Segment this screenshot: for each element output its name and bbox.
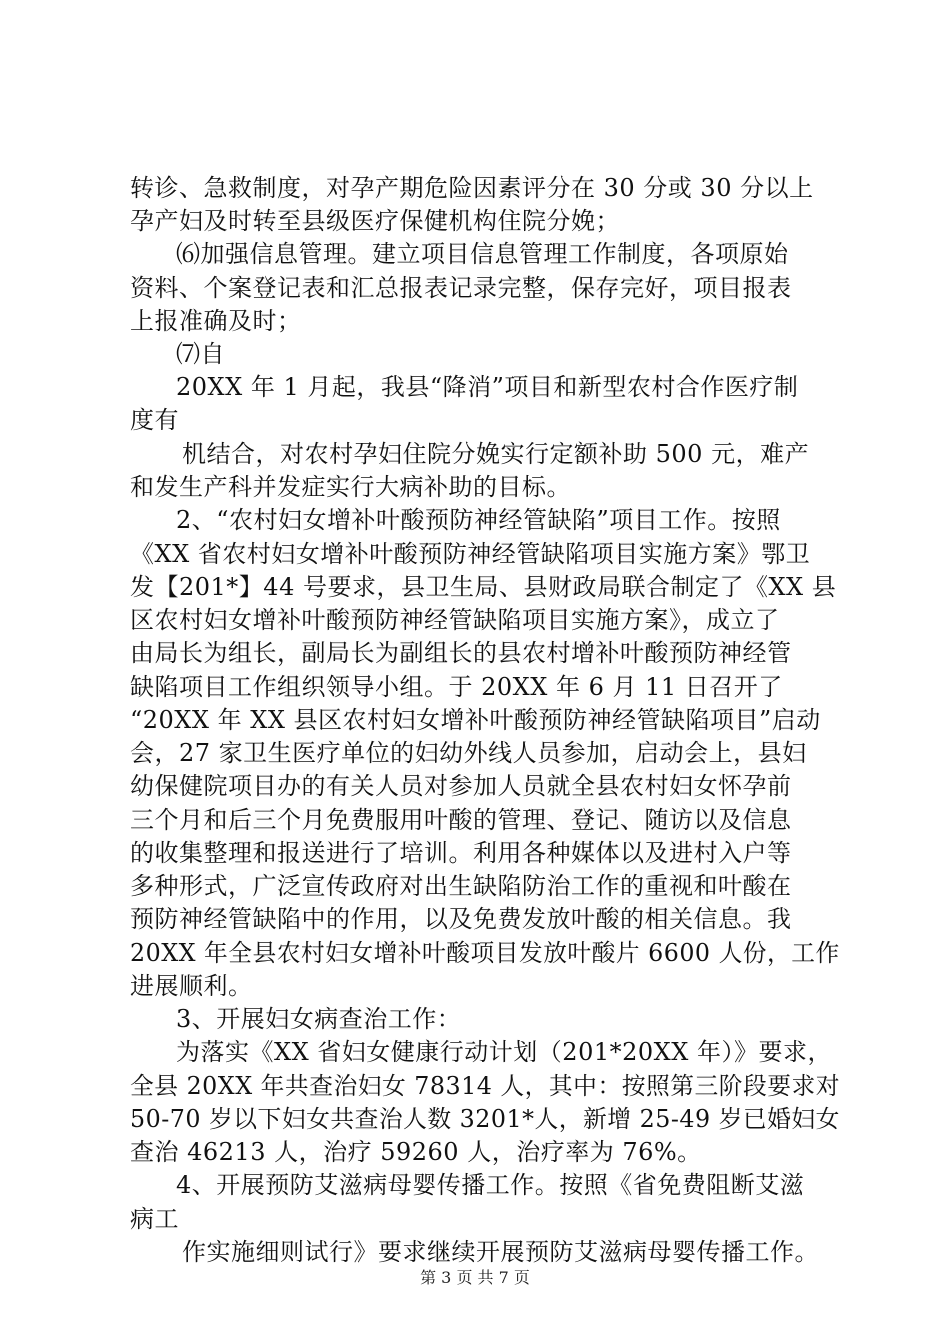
text-line: 作实施细则试行》要求继续开展预防艾滋病母婴传播工作。: [182, 1238, 819, 1266]
text-line: 查治 46213 人，治疗 59260 人，治疗率为 76%。: [130, 1138, 702, 1166]
page-footer: [0, 1268, 950, 1288]
text-line: 资料、个案登记表和汇总报表记录完整，保存完好，项目报表: [130, 274, 792, 302]
text-line: 的收集整理和报送进行了培训。利用各种媒体以及进村入户等: [130, 839, 792, 867]
text-line: 为落实《XX 省妇女健康行动计划（201*20XX 年）》要求，: [176, 1038, 832, 1066]
text-line: 20XX 年 1 月起，我县“降消”项目和新型农村合作医疗制: [176, 373, 799, 401]
text-line: 缺陷项目工作组织领导小组。于 20XX 年 6 月 11 日召开了: [130, 673, 783, 701]
text-line: 《XX 省农村妇女增补叶酸预防神经管缺陷项目实施方案》鄂卫: [130, 540, 811, 568]
text-line: 上报准确及时；: [130, 307, 302, 335]
text-line: 和发生产科并发症实行大病补助的目标。: [130, 473, 571, 501]
text-line: 50-70 岁以下妇女共查治人数 3201*人，新增 25-49 岁已婚妇女: [130, 1105, 840, 1133]
text-line: 会，27 家卫生医疗单位的妇幼外线人员参加，启动会上，县妇: [130, 739, 807, 767]
text-line: ⑹加强信息管理。建立项目信息管理工作制度，各项原始: [176, 240, 789, 268]
text-line: 4、开展预防艾滋病母婴传播工作。按照《省免费阻断艾滋: [176, 1171, 805, 1199]
text-line: 三个月和后三个月免费服用叶酸的管理、登记、随访以及信息: [130, 806, 792, 834]
text-line: 度有: [130, 406, 179, 434]
text-line: 转诊、急救制度，对孕产期危险因素评分在 30 分或 30 分以上: [130, 174, 814, 202]
text-line: ⑺自: [176, 340, 225, 368]
text-line: 多种形式，广泛宣传政府对出生缺陷防治工作的重视和叶酸在: [130, 872, 792, 900]
text-line: 进展顺利。: [130, 972, 253, 1000]
page-number: 第 3 页 共 7 页: [420, 1268, 530, 1287]
text-line: 20XX 年全县农村妇女增补叶酸项目发放叶酸片 6600 人份，工作: [130, 939, 840, 967]
text-line: 区农村妇女增补叶酸预防神经管缺陷项目实施方案》，成立了: [130, 606, 780, 634]
text-line: 发【201*】44 号要求，县卫生局、县财政局联合制定了《XX 县: [130, 573, 837, 601]
text-line: 机结合，对农村孕妇住院分娩实行定额补助 500 元，难产: [182, 440, 810, 468]
text-line: 3、开展妇女病查治工作：: [176, 1005, 462, 1033]
text-line: 预防神经管缺陷中的作用，以及免费发放叶酸的相关信息。我: [130, 905, 792, 933]
text-line: “20XX 年 XX 县区农村妇女增补叶酸预防神经管缺陷项目”启动: [130, 706, 821, 734]
text-line: 孕产妇及时转至县级医疗保健机构住院分娩；: [130, 207, 620, 235]
text-line: 病工: [130, 1205, 179, 1233]
text-line: 由局长为组长，副局长为副组长的县农村增补叶酸预防神经管: [130, 639, 792, 667]
text-line: 幼保健院项目办的有关人员对参加人员就全县农村妇女怀孕前: [130, 772, 792, 800]
text-line: 2、“农村妇女增补叶酸预防神经管缺陷”项目工作。按照: [176, 506, 781, 534]
text-line: 全县 20XX 年共查治妇女 78314 人，其中：按照第三阶段要求对: [130, 1072, 841, 1100]
